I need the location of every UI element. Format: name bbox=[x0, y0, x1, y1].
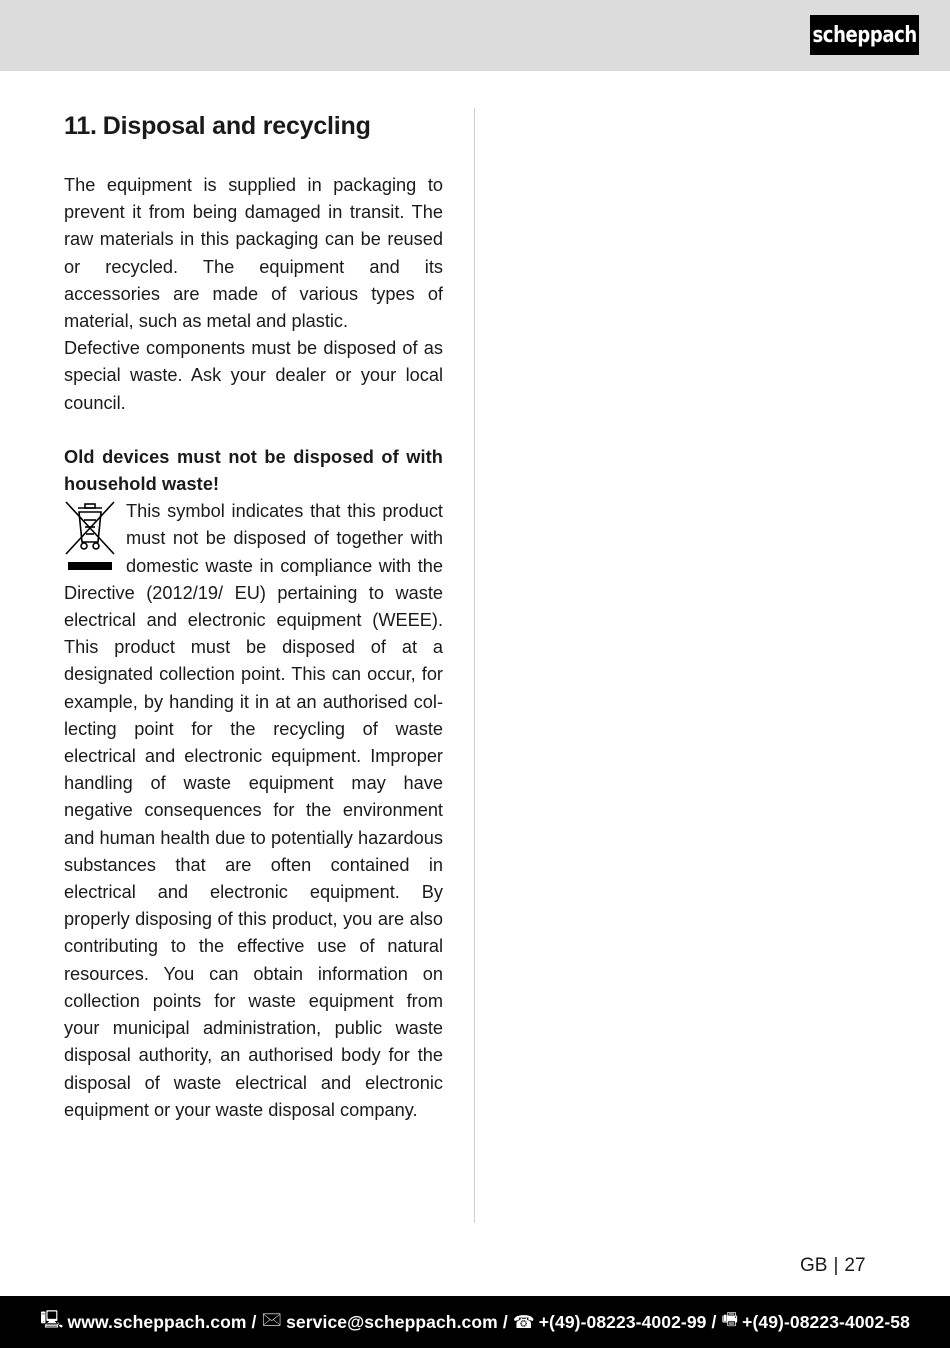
weee-paragraph: This symbol indicates that this product must not be disposed of together with domestic waste in compliance with the Directive (2012/19/ EU) pertaining to waste electrical and electronic equipment (WEEE). This product must be disposed of at a designated collection point. This can occur, for example, by handing it in at an authorised collecting point for the recycling of waste electrical and electronic equipment. Improper handling of waste equipment may have negative consequences for the environment and human health due to potentially hazardous substances that are often contained in electrical and electronic equipment. By properly disposing of this product, you are also contributing to the effective use of natural resources. You can obtain information on collection points for waste equipment from your municipal administration, public waste disposal authority, an authorised body for the disposal of waste electrical and electronic equipment or your waste disposal company. bbox=[64, 501, 443, 1120]
section-number: 11. bbox=[64, 112, 97, 140]
weee-block bbox=[64, 498, 443, 1124]
section-title bbox=[64, 108, 443, 144]
footer-email[interactable]: service@scheppach.com bbox=[286, 1311, 498, 1332]
page-number: GB | 27 bbox=[800, 1255, 866, 1276]
footer-website[interactable]: www.scheppach.com bbox=[67, 1311, 247, 1332]
envelope-icon: 🖂 bbox=[261, 1309, 283, 1329]
brand-logo bbox=[810, 15, 919, 55]
phone-icon: ☎ bbox=[512, 1311, 535, 1332]
defective-components-paragraph: Defective components must be disposed of as special waste. Ask your dealer or your local council. bbox=[64, 338, 443, 413]
packaging-paragraph: The equipment is supplied in packaging to prevent it from being damaged in transit. The raw materials in this packaging can be reused or recycled. The equipment and its accessories are made of various types of material, such as metal and plastic. bbox=[64, 175, 443, 332]
contact-footer bbox=[0, 1296, 950, 1348]
footer-fax: +(49)-08223-4002-58 bbox=[742, 1311, 910, 1332]
computer-icon: 🖳 bbox=[40, 1309, 64, 1329]
page-number-value: 27 bbox=[844, 1255, 866, 1276]
footer-separator: / bbox=[251, 1311, 257, 1332]
footer-separator: / bbox=[711, 1311, 717, 1332]
main-column bbox=[64, 108, 443, 1124]
fax-icon: 🖷 bbox=[721, 1309, 739, 1329]
section-title-text: Disposal and recycling bbox=[102, 112, 371, 140]
column-divider bbox=[474, 108, 475, 1223]
footer-separator: / bbox=[502, 1311, 508, 1332]
crossed-out-wheelie-bin-icon bbox=[64, 500, 116, 578]
page-lang: GB bbox=[800, 1255, 828, 1276]
disposal-notice: Old devices must not be disposed of with household waste! bbox=[64, 446, 443, 495]
header-band bbox=[0, 0, 950, 71]
brand-logo-text: scheppach bbox=[812, 22, 917, 48]
footer-phone: +(49)-08223-4002-99 bbox=[538, 1311, 707, 1332]
